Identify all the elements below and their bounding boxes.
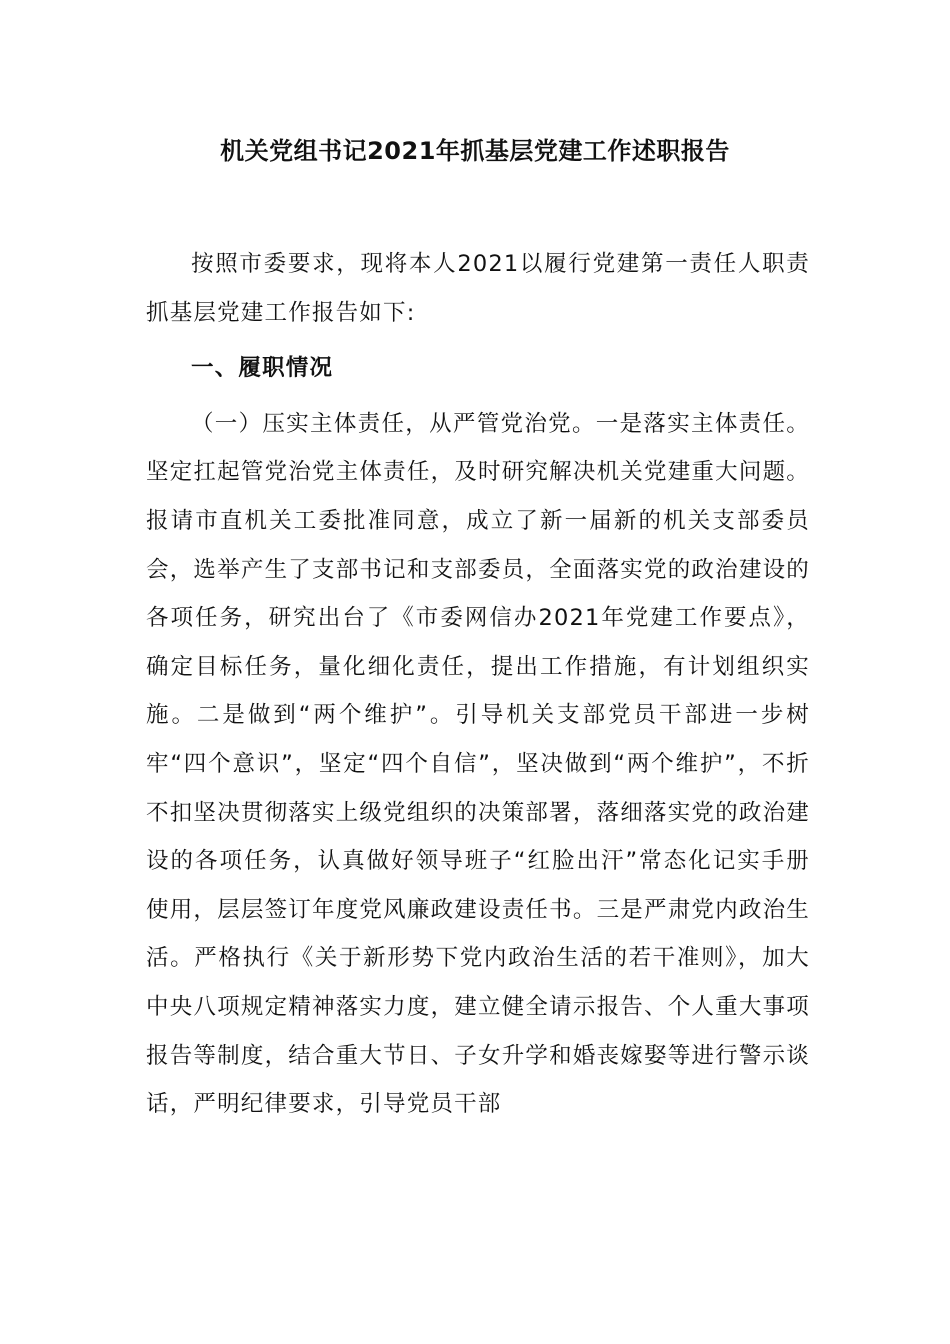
intro-paragraph: 按照市委要求，现将本人2021以履行党建第一责任人职责抓基层党建工作报告如下: [146, 251, 810, 326]
document-title: 机关党组书记2021年抓基层党建工作述职报告 [220, 137, 730, 165]
section-heading: 一、履职情况 [191, 355, 334, 382]
document-body [146, 240, 810, 1129]
section-paragraph: （一）压实主体责任，从严管党治党。一是落实主体责任。坚定扛起管党治党主体责任，及时研究解决机关党建重大问题。报请市直机关工委批准同意，成立了新一届新的机关支部委员会，选举产生了支部书记和支部委员，全面落实党的政治建设的各项任务，研究出台了《市委网信办2021年党建工作要点》，确定目标任务，量化细化责任，提出工作措施，有计划组织实施。二是做到“两个维护”。引导机关支部党员干部进一步树牢“四个意识”，坚定“四个自信”，坚决做到“两个维护”，不折不扣坚决贯彻落实上级党组织的决策部署，落细落实党的政治建设的各项任务，认真做好领导班子“红脸出汗”常态化记实手册使用，层层签订年度党风廉政建设责任书。三是严肃党内政治生活。严格执行《关于新形势下党内政治生活的若干准则》，加大中央八项规定精神落实力度，建立健全请示报告、个人重大事项报告等制度，结合重大节日、子女升学和婚丧嫁娶等进行警示谈话，严明纪律要求，引导党员干部 [146, 410, 810, 1118]
